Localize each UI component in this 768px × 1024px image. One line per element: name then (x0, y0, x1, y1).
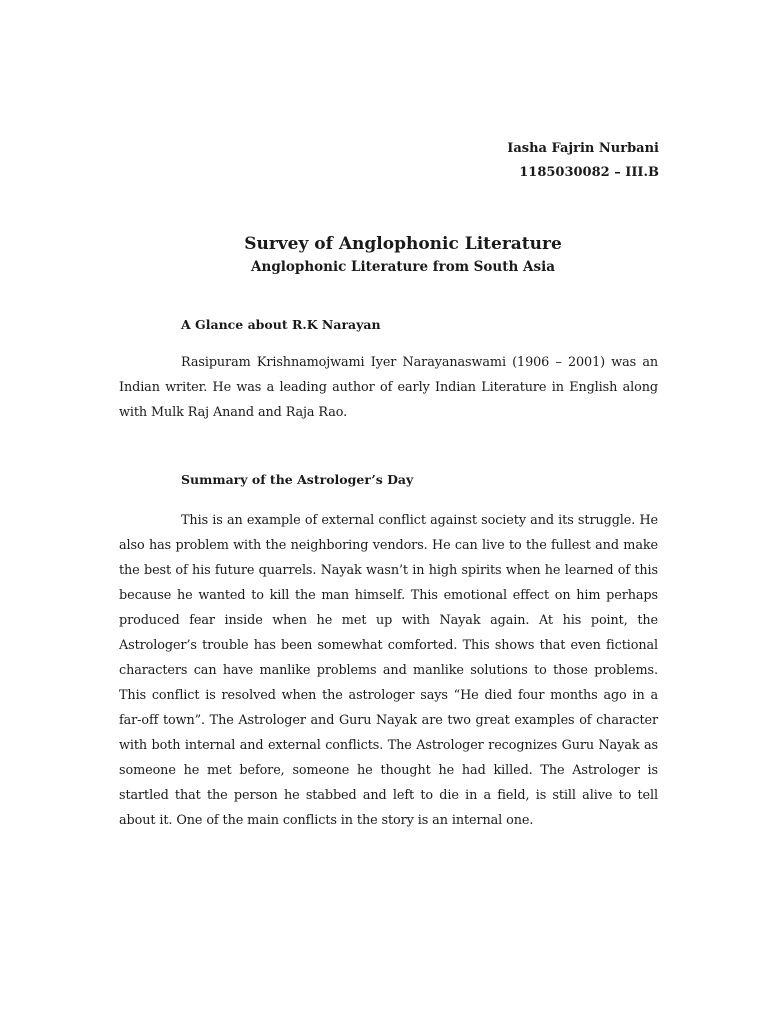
section-rk-narayan (119, 316, 658, 425)
author-block (507, 137, 659, 185)
section-astrologers-day (119, 471, 658, 833)
author-name: Iasha Fajrin Nurbani (507, 141, 659, 156)
section-heading: Summary of the Astrologer’s Day (181, 472, 414, 487)
section-paragraph: This is an example of external conflict against society and its struggle. He also has problem with the neighboring vendors. He can live to the fullest and make the best of his future quarrels. Nayak wasn’t in high spirits when he learned of this because he wanted to kill the man himself. This emotional effect on him perhaps produced fear inside when he met up with Nayak again. At his point, the Astrologer’s trouble has been somewhat comforted. This shows that even fictional characters can have manlike problems and manlike solutions to those problems. This conflict is resolved when the astrologer says “He died four months ago in a far-off town”. The Astrologer and Guru Nayak are two great examples of character with both internal and external conflicts. The Astrologer recognizes Guru Nayak as someone he met before, someone he thought he had killed. The Astrologer is startled that the person he stabbed and left to die in a field, is still alive to tell about it. One of the main conflicts in the story is an internal one. (119, 513, 658, 828)
document-subtitle: Anglophonic Literature from South Asia (251, 259, 555, 275)
document-title: Survey of Anglophonic Literature (244, 234, 562, 254)
title-block (0, 232, 768, 278)
section-paragraph: Rasipuram Krishnamojwami Iyer Narayanaswami (1906 – 2001) was an Indian writer. He was a leading author of early Indian Literature in English along with Mulk Raj Anand and Raja Rao. (119, 355, 658, 420)
section-heading: A Glance about R.K Narayan (181, 317, 381, 332)
author-id-class: 1185030082 – III.B (519, 165, 659, 180)
